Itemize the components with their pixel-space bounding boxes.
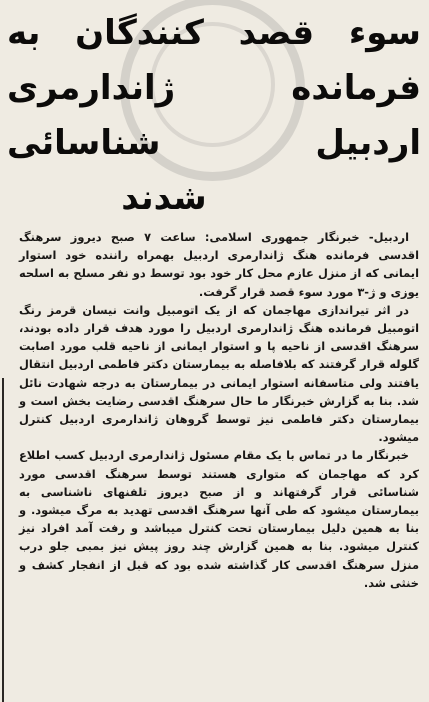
article-body <box>19 228 419 592</box>
article-paragraph-1: اردبیل- خبرنگار جمهوری اسلامی: ساعت ۷ صبح دیروز سرهنگ اقدسی فرمانده هنگ ژاندارمری اردبیل بهمراه راننده خود استوار ایمانی که از منزل عازم محل کار خود بود توسط دو نفر مسلح به اسلحه یوزی و ژ-۳ مورد سوء قصد قرار گرفت. <box>19 230 419 299</box>
headline-line-3: اردبیل شناسائی <box>7 123 421 163</box>
article-paragraph-2: در اثر تیراندازی مهاجمان که از یک اتومبیل وانت نیسان قرمز رنگ اتومبیل فرمانده هنگ ژاندارمری اردبیل را مورد هدف قرار داده بودند، سرهنگ اقدسی از ناحیه پا و استوار ایمانی از ناحیه قلب مورد اصابت گلوله قرار گرفتند که بلافاصله به بیمارستان دکتر فاطمی اردبیل انتقال یافتند ولی متاسفانه استوار ایمانی در بیمارستان به درجه شهادت نائل شد. بنا به گزارش خبرنگار ما حال سرهنگ اقدسی رضایت بخش است و بیمارستان دکتر فاطمی نیز توسط گروهان ژاندارمری اردبیل کنترل میشود. <box>19 302 419 445</box>
headline-line-4: شدند <box>121 178 207 218</box>
article-headline <box>7 6 421 226</box>
article-paragraph-3: خبرنگار ما در تماس با یک مقام مسئول ژاندارمری اردبیل کسب اطلاع کرد که مهاجمان که متواری هستند توسط سرهنگ اقدسی مورد شناسائی قرار گرفتهاند و از صبح دیروز تلفنهای ناشناسی به بیمارستان میشود که طی آنها سرهنگ اقدسی تهدید به مرگ میشود. و بنا به همین دلیل بیمارستان تحت کنترل میباشد و رفت آمد افراد نیز کنترل میشود. بنا به همین گزارش چند روز پیش نیز بمبی جلو درب منزل سرهنگ اقدسی کار گذاشته شده بود که قبل از انفجار کشف و خنثی شد. <box>19 448 419 590</box>
headline-line-1: سوء قصد کنندگان به <box>7 13 421 53</box>
column-divider-rule <box>2 378 4 702</box>
headline-line-2: فرمانده ژاندارمری <box>7 68 421 108</box>
